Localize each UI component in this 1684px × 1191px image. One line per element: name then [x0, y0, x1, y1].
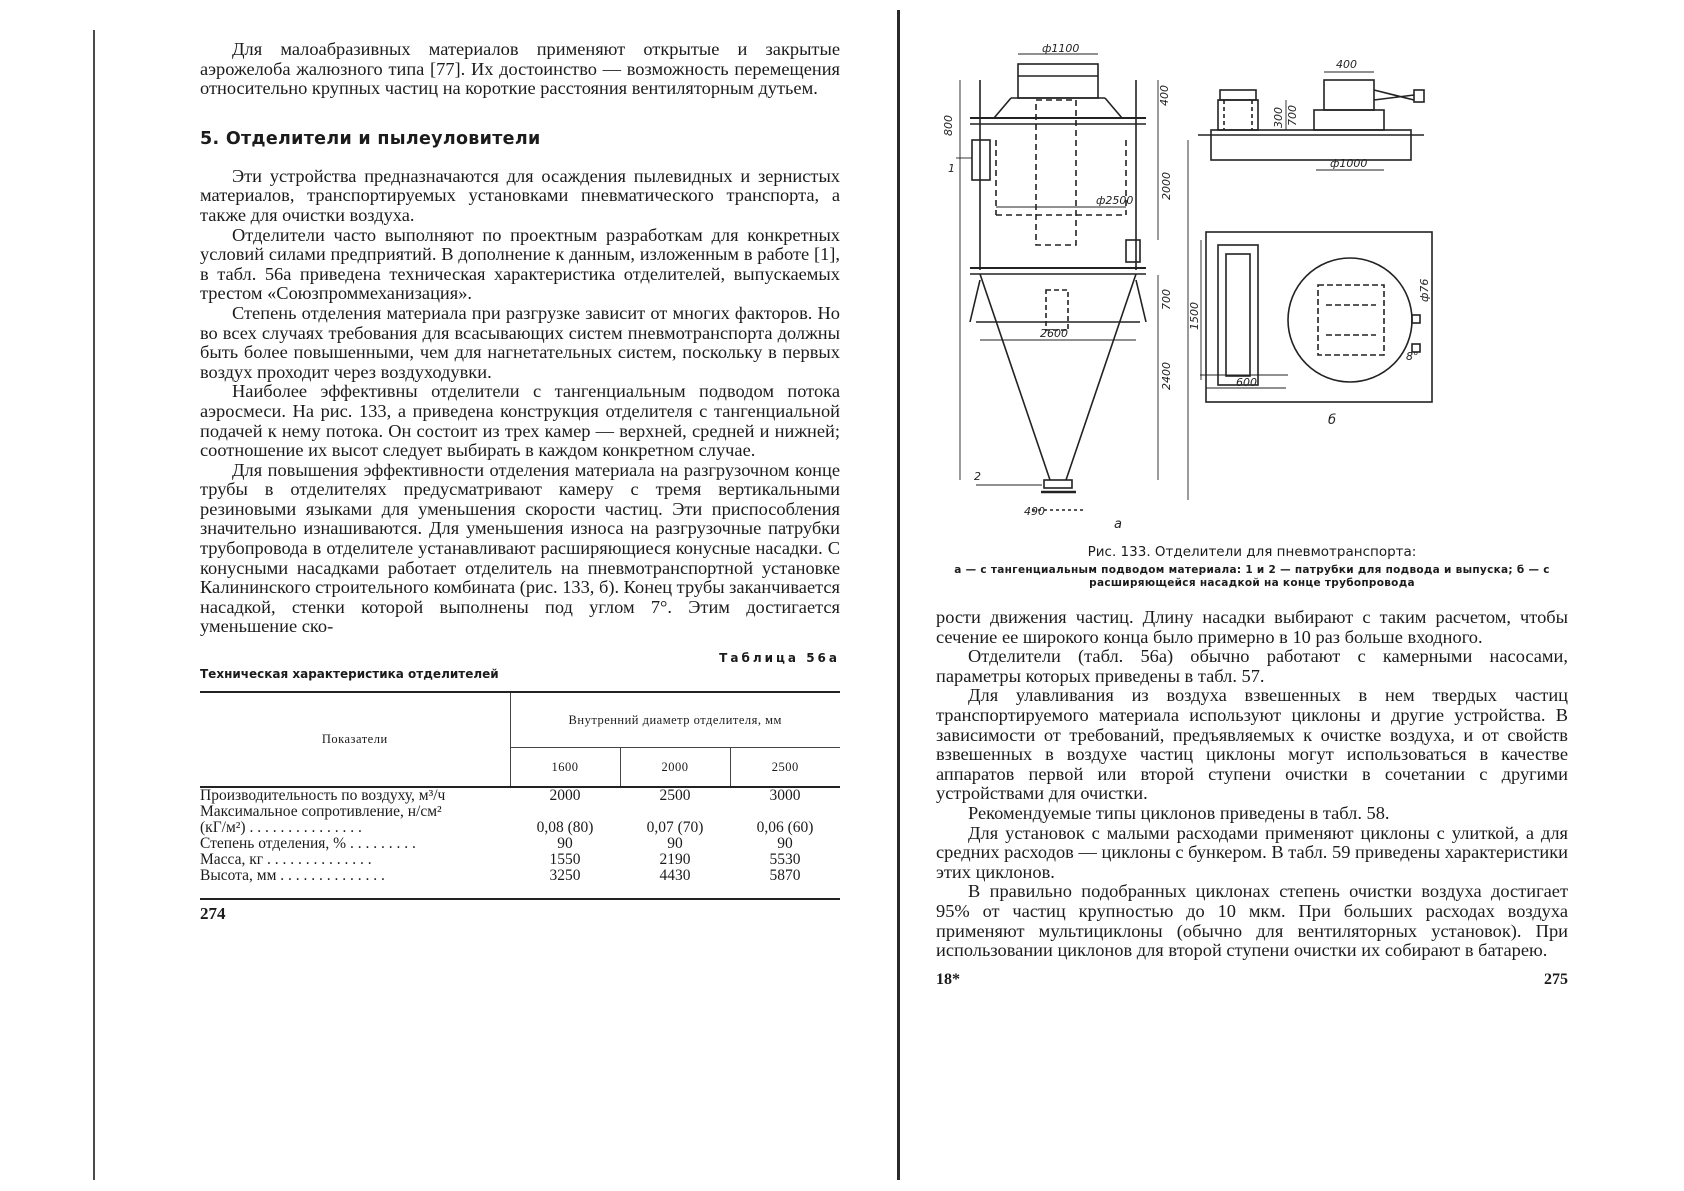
table-cell: 90: [557, 835, 573, 853]
figure-label-a: а: [1114, 517, 1122, 532]
dim-label: ф1000: [1330, 157, 1368, 170]
right-page-footer: [936, 971, 1568, 995]
separator-drawing: [936, 40, 1568, 540]
table-caption: Таблица 56а: [719, 651, 840, 666]
spec-table: [200, 691, 840, 900]
figure-caption: [936, 544, 1568, 590]
paragraph: Степень отделения материала при разгрузке зависит от многих факторов. Но во всех случаях требования для всасывающих систем пневмотранспорта должны быть более повышенными, чем для нагнетательных систем, поскольку в первых воздух проходит через воздуходувки.: [200, 302, 840, 382]
table-row-label: Масса, кг . . . . . . . . . . . . . .: [200, 851, 372, 869]
dim-label: 700: [1160, 289, 1173, 310]
table-cell: 1550: [549, 851, 581, 869]
figure-caption-description: а — с тангенциальным подводом материала: 1 и 2 — патрубки для подвода и выпуска; б — с расширяющейся насадкой на конце трубопровода: [954, 564, 1550, 589]
dim-label: 300: [1272, 107, 1285, 128]
table-cell: 5530: [769, 851, 801, 869]
scan-left-edge: [93, 30, 95, 1180]
table-cell: 0,07 (70): [646, 819, 704, 837]
dim-label: 2600: [1040, 327, 1068, 340]
table-row-label: Высота, мм . . . . . . . . . . . . . .: [200, 867, 385, 885]
figure-133: [936, 40, 1568, 540]
dim-label: ф1100: [1042, 42, 1080, 55]
table-cell: 90: [667, 835, 683, 853]
table-column-header: 1600: [510, 748, 620, 788]
right-page: [936, 40, 1568, 995]
dim-label: 800: [942, 115, 955, 136]
table-row: [200, 820, 840, 836]
table-cell: 4430: [659, 867, 691, 885]
paragraph: Наиболее эффективны отделители с тангенциальным подводом потока аэросмеси. На рис. 133, а приведена конструкция отделителя с тангенциальной подачей к нему потока. Он состоит из трех камер — верхней, средней и нижней; соотношение их высот следует выбирать в каждом конкретном случае.: [200, 381, 840, 461]
dim-label: 1500: [1188, 302, 1201, 330]
table-cell: 2000: [549, 787, 581, 805]
table-header-param: Показатели: [200, 692, 510, 787]
table-row-label: Максимальное сопротивление, н/см²: [200, 803, 442, 821]
table-cell: 2500: [659, 787, 691, 805]
table-title: Техническая характеристика отделителей: [200, 667, 499, 682]
dim-label: 2400: [1160, 362, 1173, 390]
table-cell: 3250: [549, 867, 581, 885]
marker-label: 2: [974, 470, 981, 483]
dim-label: 700: [1286, 105, 1299, 126]
paragraph: Эти устройства предназначаются для осаждения пылевидных и зернистых материалов, транспортируемых установками пневматического транспорта, а также для очистки воздуха.: [200, 165, 840, 225]
left-page: [200, 40, 840, 924]
separator-a-drawing: [956, 54, 1158, 510]
book-spine: [897, 10, 900, 1180]
page-number-right: 275: [1544, 970, 1568, 988]
paragraph: рости движения частиц. Длину насадки выбирают с таким расчетом, чтобы сечение ее широкого конца было примерно в 10 раз больше входного.: [936, 607, 1568, 647]
dim-label: 490: [1024, 505, 1045, 518]
table-cell: 90: [777, 835, 793, 853]
marker-label: 1: [948, 162, 955, 175]
table-row-label: Производительность по воздуху, м³/ч: [200, 787, 446, 805]
table-header-group: Внутренний диаметр отделителя, мм: [510, 692, 840, 748]
table-column-header: 2500: [730, 748, 840, 788]
dim-label: 400: [1336, 58, 1357, 71]
figure-label-b: б: [1328, 413, 1337, 428]
dim-label: ф76: [1418, 278, 1431, 302]
table-cell: 0,08 (80): [536, 819, 594, 837]
paragraph: Для установок с малыми расходами применяют циклоны с улиткой, а для средних расходов — циклоны с бункером. В табл. 59 приведены характеристики этих циклонов.: [936, 822, 1568, 882]
figure-caption-title: Рис. 133. Отделители для пневмотранспорта:: [1087, 544, 1417, 560]
dim-label: ф2500: [1096, 194, 1134, 207]
paragraph: Для улавливания из воздуха взвешенных в нем твердых частиц транспортируемого материала используют циклоны и другие устройства. В зависимости от требований, предъявляемых к очистке воздуха, и от свойств взвешенных в воздухе частиц циклоны могут использоваться в качестве аппаратов первой или второй ступени очистки в сочетании с другими устройствами для очистки.: [936, 685, 1568, 804]
signature-mark: 18*: [936, 970, 960, 988]
paragraph: Для повышения эффективности отделения материала на разгрузочном конце трубы в отделителях предусматривают камеру с тремя вертикальными резиновыми языками для уменьшения скорости частиц. Эти приспособления значительно изнашиваются. Для уменьшения износа на разгрузочные патрубки трубопровода в отделителе устанавливают расширяющиеся конусные насадки. С конусными насадками работает отделитель на пневмотранспортной установке Калининского строительного комбината (рис. 133, б). Конец трубы заканчивается насадкой, стенки которой выполнены под углом 7°. Этим достигается уменьшение ско-: [200, 459, 840, 637]
table-row: [200, 868, 840, 884]
table-cell: [730, 804, 840, 820]
table-cell: 0,06 (60): [756, 819, 814, 837]
table-cell: [510, 804, 620, 820]
intro-paragraph: Для малоабразивных материалов применяют открытые и закрытые аэрожелоба жалюзного типа [77]. Их достоинство — возможность перемещения относительно крупных частиц на короткие расстояния вентиляторным дутьем.: [200, 39, 840, 99]
paragraph: В правильно подобранных циклонах степень очистки воздуха достигает 95% от частиц крупностью до 10 мкм. При больших расходах воздуха применяют мультициклоны (обычно для вентиляторных установок). При использовании циклонов для второй ступени очистки их собирают в батарею.: [936, 881, 1568, 961]
dim-label: 8°: [1406, 350, 1419, 363]
dim-label: 2000: [1160, 172, 1173, 200]
paragraph: Отделители часто выполняют по проектным разработкам для конкретных условий силами предприятий. В дополнение к данным, изложенным в работе [1], в табл. 56а приведена техническая характеристика отделителей, выпускаемых трестом «Союзпроммеханизация».: [200, 224, 840, 304]
table-row-label: Степень отделения, % . . . . . . . . .: [200, 835, 416, 853]
table-column-header: 2000: [620, 748, 730, 788]
table-cell: [620, 804, 730, 820]
table-row-label: (кГ/м²) . . . . . . . . . . . . . . .: [200, 819, 362, 837]
paragraph: Рекомендуемые типы циклонов приведены в табл. 58.: [968, 802, 1390, 823]
table-cell: 3000: [769, 787, 801, 805]
separator-b-drawing: [1188, 72, 1432, 500]
table-row: [200, 804, 840, 820]
dim-label: 600: [1236, 376, 1257, 389]
section-title: 5. Отделители и пылеуловители: [200, 128, 541, 149]
paragraph: Отделители (табл. 56а) обычно работают с камерными насосами, параметры которых приведены в табл. 57.: [936, 646, 1568, 686]
dim-label: 400: [1158, 85, 1171, 106]
table-row: [200, 836, 840, 852]
table-cell: 5870: [769, 867, 801, 885]
table-row: [200, 852, 840, 868]
table-cell: 2190: [659, 851, 691, 869]
table-row: [200, 787, 840, 804]
page-number-left: 274: [200, 904, 226, 924]
